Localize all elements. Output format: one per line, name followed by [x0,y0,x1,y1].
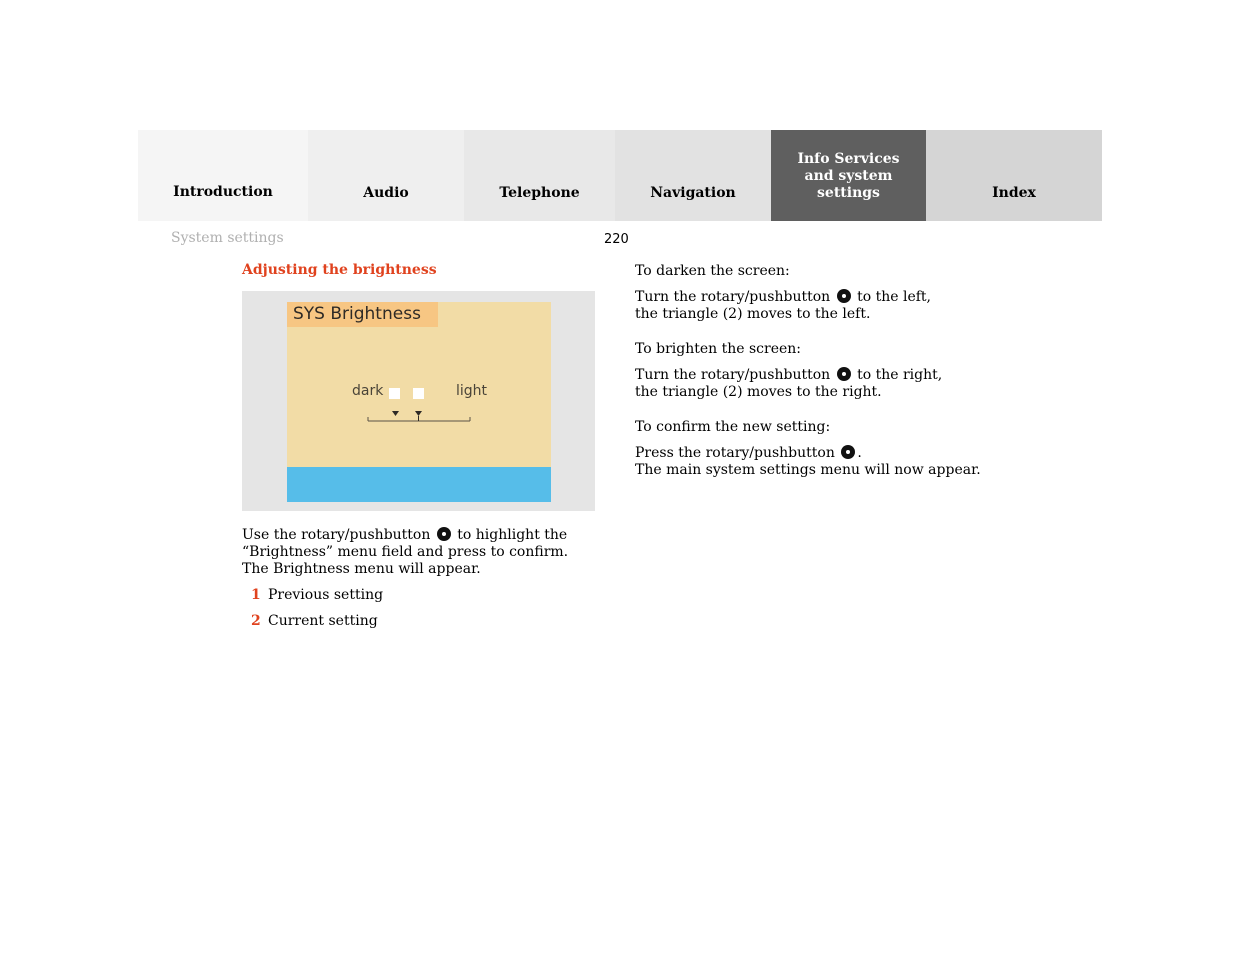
brightness-screen-figure [242,291,595,511]
page-title: Adjusting the brightness [242,262,437,278]
list-item-number: 1 [251,587,261,603]
brighten-title: To brighten the screen: [635,341,802,357]
light-label: light [456,383,488,399]
rotary-pushbutton-icon [841,445,855,459]
confirm-title: To confirm the new setting: [635,419,831,435]
screen-title: SYS Brightness [287,302,438,327]
darken-title: To darken the screen: [635,263,790,279]
display-screen [287,302,551,502]
list-item-number: 2 [251,613,261,629]
tab-audio[interactable]: Audio [308,130,464,221]
instruction-text: Use the rotary/pushbutton to highlight the “Brightness” menu field and press to confirm. The Brightness menu will appear. [242,527,569,577]
callout-marker-2 [413,388,424,399]
confirm-instruction: Press the rotary/pushbutton . The main system settings menu will now appear. [635,445,981,478]
tab-index[interactable]: Index [926,130,1102,221]
previous-setting-triangle-icon [392,411,399,416]
tab-navigation[interactable]: Navigation [615,130,771,221]
list-item-text: Current setting [268,613,378,629]
rotary-pushbutton-icon [437,527,451,541]
screen-bottom-band [287,467,551,502]
brightness-scale [367,409,471,423]
brighten-instruction: Turn the rotary/pushbutton to the right, the triangle (2) moves to the right. [635,367,943,400]
tab-introduction[interactable]: Introduction [138,130,308,221]
current-setting-triangle-icon [415,411,422,416]
rotary-pushbutton-icon [837,367,851,381]
dark-label: dark [352,383,384,399]
list-item-text: Previous setting [268,587,384,603]
darken-instruction: Turn the rotary/pushbutton to the left, the triangle (2) moves to the left. [635,289,931,322]
section-tabs [138,130,1102,221]
tab-info-services[interactable]: Info Services and system settings [771,130,926,221]
rotary-pushbutton-icon [837,289,851,303]
page-number: 220 [604,232,629,247]
callout-marker-1 [389,388,400,399]
tab-telephone[interactable]: Telephone [464,130,615,221]
section-header: System settings [171,230,284,246]
